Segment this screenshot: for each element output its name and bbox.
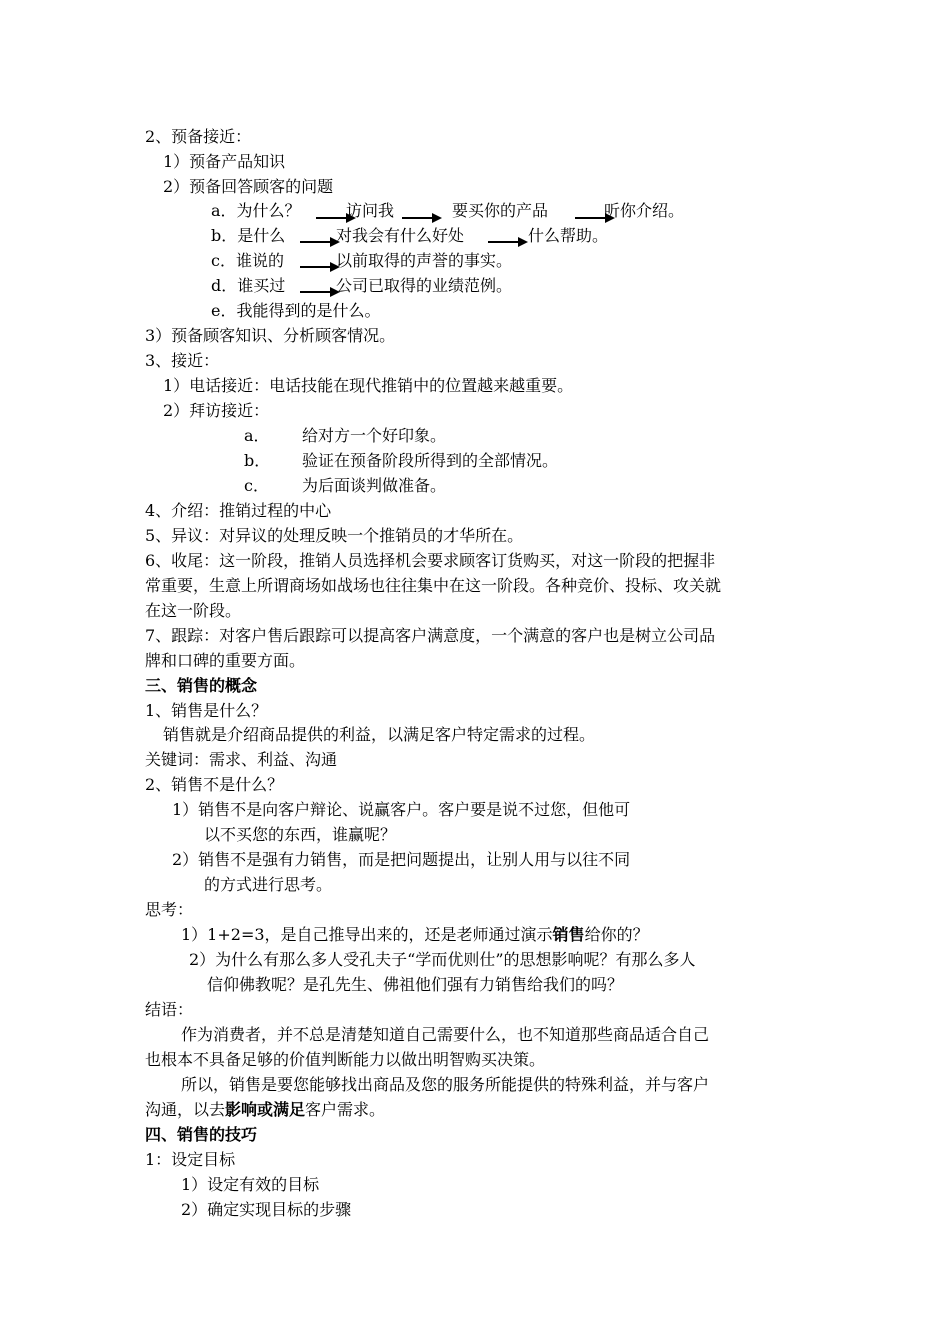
emphasis-text: 影响或满足 (225, 1100, 306, 1119)
paragraph (145, 1099, 385, 1121)
emphasis-text: 销售 (552, 925, 585, 944)
right-arrow-icon (300, 286, 340, 298)
list-text: 要买你的产品 (452, 201, 549, 220)
list-text: 以前取得的声誉的事实。 (336, 251, 513, 270)
list-item: 1）设定有效的目标 (181, 1175, 320, 1194)
list-text: 访问我 (346, 201, 395, 220)
list-text: 给你的？ (584, 925, 649, 944)
list-marker: c． (244, 476, 269, 495)
paragraph: 2、销售不是什么？ (145, 775, 284, 794)
right-arrow-icon (488, 236, 528, 248)
list-text: 验证在预备阶段所得到的全部情况。 (302, 451, 559, 470)
list-item: 2）为什么有那么多人受孔夫子“学而优则仕”的思想影响呢？有那么多人 (189, 950, 696, 969)
paragraph: 也根本不具备足够的价值判断能力以做出明智购买决策。 (145, 1050, 546, 1069)
list-item: 1）销售不是向客户辩论、说赢客户。客户要是说不过您，但他可 (172, 800, 631, 819)
paragraph-text: 客户需求。 (305, 1100, 386, 1119)
list-item: 1）预备产品知识 (163, 152, 286, 171)
paragraph: 4、介绍：推销过程的中心 (145, 501, 332, 520)
paragraph: 所以，销售是要您能够找出商品及您的服务所能提供的特殊利益，并与客户 (181, 1075, 710, 1094)
list-item-continued: 的方式进行思考。 (204, 875, 333, 894)
paragraph: 常重要，生意上所谓商场如战场也往往集中在这一阶段。各种竞价、投标、攻关就 (145, 576, 722, 595)
paragraph: 1、销售是什么？ (145, 701, 268, 720)
paragraph: 思考： (145, 900, 194, 919)
paragraph: 销售就是介绍商品提供的利益，以满足客户特定需求的过程。 (163, 725, 596, 744)
list-text: 什么帮助。 (528, 226, 609, 245)
list-item: a．为什么？ (211, 201, 301, 220)
list-text: 对我会有什么好处 (336, 226, 465, 245)
list-marker: a． (244, 426, 270, 445)
right-arrow-icon (300, 236, 340, 248)
list-marker: b． (244, 451, 271, 470)
paragraph-text: 沟通，以去 (145, 1100, 226, 1119)
paragraph: 关键词：需求、利益、沟通 (145, 750, 338, 769)
list-item-continued: 信仰佛教呢？是孔先生、佛祖他们强有力销售给我们的吗？ (207, 975, 624, 994)
section-heading-preparation: 2、预备接近： (145, 127, 252, 146)
section-title-sales-concept: 三、销售的概念 (145, 676, 258, 695)
section-heading-approach: 3、接近： (145, 351, 220, 370)
list-item: 1）电话接近：电话技能在现代推销中的位置越来越重要。 (163, 376, 574, 395)
right-arrow-icon (402, 212, 442, 224)
paragraph: 作为消费者，并不总是清楚知道自己需要什么，也不知道那些商品适合自己 (181, 1025, 710, 1044)
list-item (181, 924, 649, 946)
list-item: 2）拜访接近： (163, 401, 270, 420)
list-text: 1）1+2=3，是自己推导出来的，还是老师通过演示 (181, 925, 553, 944)
list-item: 3）预备顾客知识、分析顾客情况。 (145, 326, 396, 345)
list-item: b．是什么 (211, 226, 286, 245)
list-item-continued: 以不买您的东西，谁赢呢？ (204, 825, 397, 844)
paragraph: 6、收尾：这一阶段，推销人员选择机会要求顾客订货购买，对这一阶段的把握非 (145, 551, 716, 570)
list-item: e．我能得到的是什么。 (211, 301, 381, 320)
list-item: d．谁买过 (211, 276, 286, 295)
list-text: 为后面谈判做准备。 (302, 476, 447, 495)
list-item: 2）预备回答顾客的问题 (163, 177, 334, 196)
list-item: 2）销售不是强有力销售，而是把问题提出，让别人用与以往不同 (172, 850, 631, 869)
right-arrow-icon (300, 261, 340, 273)
list-text: 给对方一个好印象。 (302, 426, 447, 445)
paragraph: 在这一阶段。 (145, 601, 242, 620)
paragraph: 1：设定目标 (145, 1150, 236, 1169)
paragraph: 牌和口碑的重要方面。 (145, 651, 306, 670)
list-item: 2）确定实现目标的步骤 (181, 1200, 352, 1219)
list-text: 公司已取得的业绩范例。 (336, 276, 513, 295)
paragraph: 5、异议：对异议的处理反映一个推销员的才华所在。 (145, 526, 524, 545)
list-text: 听你介绍。 (604, 201, 685, 220)
list-item: c．谁说的 (211, 251, 284, 270)
paragraph: 结语： (145, 1000, 194, 1019)
paragraph: 7、跟踪：对客户售后跟踪可以提高客户满意度，一个满意的客户也是树立公司品 (145, 626, 716, 645)
section-title-sales-skills: 四、销售的技巧 (145, 1125, 258, 1144)
